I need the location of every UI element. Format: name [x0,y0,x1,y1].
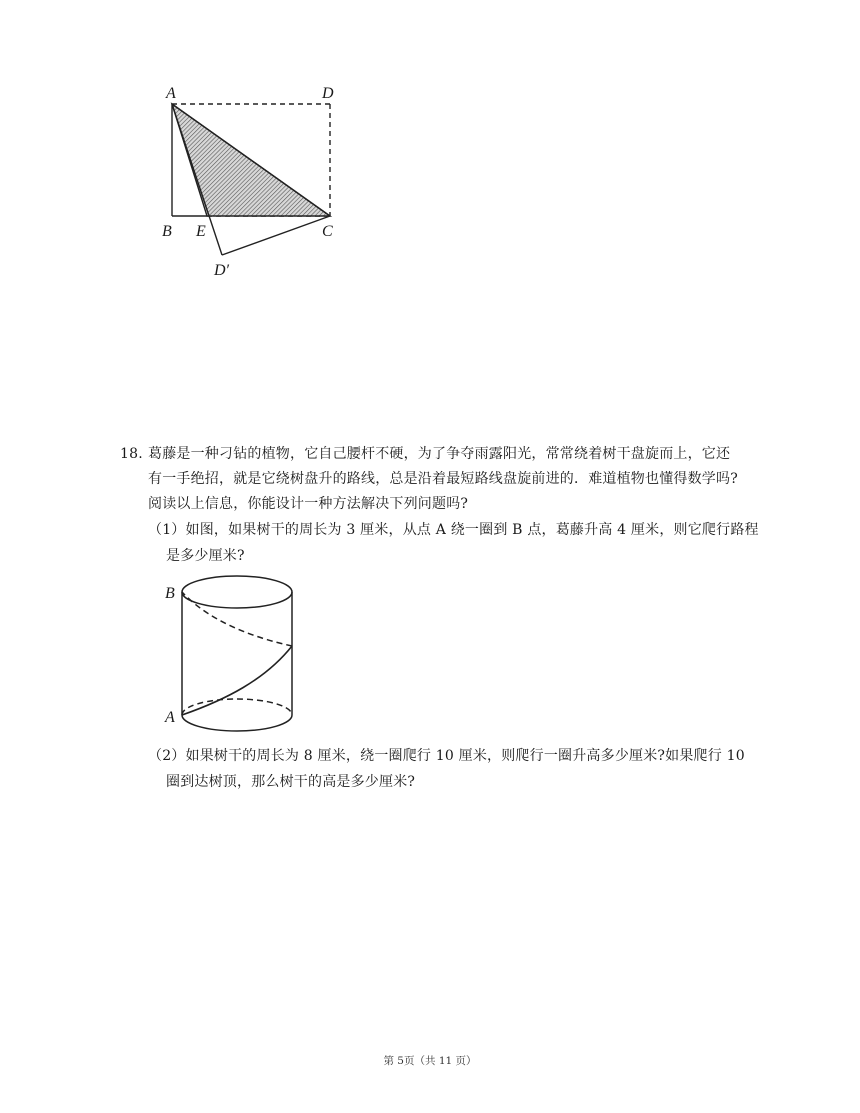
question-1-line-2: 是多少厘米? [166,548,245,564]
label-B: B [162,223,172,240]
vine-back-path [182,592,292,646]
question-2-line-2: 圈到达树顶，那么树干的高是多少厘米? [166,774,416,790]
label-D: D [322,85,334,102]
problem-intro-line-1: 葛藤是一种刁钻的植物，它自己腰杆不硬，为了争夺雨露阳光，常常绕着树干盘旋而上，它还 [148,446,731,462]
cylinder-bottom-front [182,715,292,731]
page-footer: 第 5页（共 11 页） [383,1055,477,1067]
label-E: E [196,223,206,240]
cylinder-diagram [0,560,860,760]
problem-intro-line-2: 有一手绝招，就是它绕树盘升的路线，总是沿着最短路线盘旋前进的．难道植物也懂得数学吗? [148,471,738,487]
problem-number: 18. [120,446,143,462]
label-A: A [166,85,176,102]
cylinder-top [182,576,292,608]
label-C: C [322,223,333,240]
question-1-line-1: （1）如图，如果树干的周长为 3 厘米，从点 A 绕一圈到 B 点，葛藤升高 4 厘米，则它爬行路程 [148,522,759,538]
label-A-cylinder: A [165,709,175,726]
label-D-prime: D′ [214,262,230,279]
edge-D-prime-C [222,216,330,255]
question-2-line-1: （2）如果树干的周长为 8 厘米，绕一圈爬行 10 厘米，则爬行一圈升高多少厘米?如果爬行 10 [148,748,745,764]
cylinder-bottom-back [182,699,292,715]
label-B-cylinder: B [165,585,175,602]
vine-front-path [182,646,292,715]
fold-diagram [0,0,860,300]
problem-intro-line-3: 阅读以上信息，你能设计一种方法解决下列问题吗? [148,496,469,512]
